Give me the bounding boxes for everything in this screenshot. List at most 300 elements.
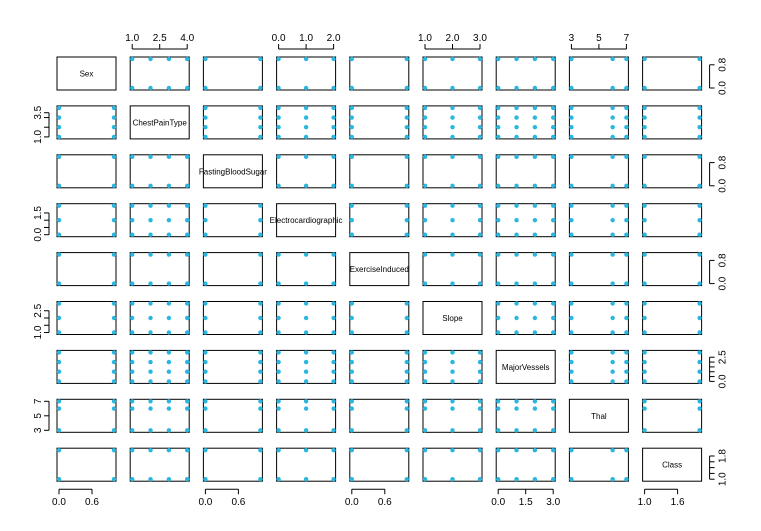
point-5-1 xyxy=(167,330,171,334)
point-5-6 xyxy=(514,301,518,305)
point-5-7 xyxy=(569,316,573,320)
point-1-3 xyxy=(304,125,308,129)
point-4-5 xyxy=(478,252,482,256)
point-5-1 xyxy=(167,316,171,320)
point-5-4 xyxy=(350,330,354,334)
point-4-7 xyxy=(569,252,573,256)
point-7-5 xyxy=(478,406,482,410)
point-5-2 xyxy=(258,316,262,320)
point-5-7 xyxy=(610,301,614,305)
point-0-3 xyxy=(304,86,308,90)
point-5-6 xyxy=(533,301,537,305)
bottom-tick-label-8-0: 1.0 xyxy=(637,497,652,509)
point-1-7 xyxy=(624,135,628,139)
point-8-2 xyxy=(258,448,262,452)
point-6-1 xyxy=(167,360,171,364)
panel-2-5 xyxy=(423,155,482,188)
point-5-6 xyxy=(496,301,500,305)
point-4-5 xyxy=(450,281,454,285)
point-7-1 xyxy=(148,428,152,432)
point-3-7 xyxy=(610,218,614,222)
point-1-2 xyxy=(203,115,207,119)
point-0-2 xyxy=(258,57,262,61)
point-5-1 xyxy=(130,301,134,305)
point-6-3 xyxy=(276,370,280,374)
panel-1-3 xyxy=(277,106,336,139)
point-7-5 xyxy=(450,406,454,410)
bottom-tick-label-6-0: 0.0 xyxy=(491,497,506,509)
point-5-8 xyxy=(642,301,646,305)
point-4-8 xyxy=(642,252,646,256)
top-tick-label-3-1: 1.0 xyxy=(299,33,314,44)
point-5-3 xyxy=(304,330,308,334)
point-2-1 xyxy=(130,184,134,188)
point-5-8 xyxy=(642,316,646,320)
point-5-6 xyxy=(551,301,555,305)
point-8-5 xyxy=(450,477,454,481)
point-3-4 xyxy=(350,233,354,237)
point-1-2 xyxy=(203,125,207,129)
point-7-6 xyxy=(514,399,518,403)
point-2-0 xyxy=(112,184,116,188)
point-7-6 xyxy=(496,428,500,432)
point-5-3 xyxy=(304,316,308,320)
panel-4-7 xyxy=(569,253,628,286)
point-3-7 xyxy=(610,204,614,208)
point-4-2 xyxy=(203,281,207,285)
point-5-3 xyxy=(276,330,280,334)
point-6-3 xyxy=(276,360,280,364)
point-6-3 xyxy=(304,379,308,383)
point-5-7 xyxy=(610,330,614,334)
point-3-6 xyxy=(514,218,518,222)
panel-1-6 xyxy=(496,106,555,139)
point-5-0 xyxy=(57,301,61,305)
point-3-5 xyxy=(478,218,482,222)
point-3-5 xyxy=(450,204,454,208)
point-1-8 xyxy=(697,115,701,119)
top-tick-label-7-2: 7 xyxy=(623,33,630,44)
point-3-4 xyxy=(405,218,409,222)
point-6-1 xyxy=(148,370,152,374)
panel-8-0 xyxy=(57,448,116,481)
point-2-6 xyxy=(496,155,500,159)
point-2-7 xyxy=(610,184,614,188)
point-6-0 xyxy=(112,360,116,364)
point-1-5 xyxy=(478,125,482,129)
point-8-5 xyxy=(423,477,427,481)
point-5-0 xyxy=(112,330,116,334)
point-3-7 xyxy=(624,218,628,222)
panel-2-4 xyxy=(350,155,409,188)
point-0-3 xyxy=(331,57,335,61)
bottom-tick-label-0-0: 0.0 xyxy=(52,497,66,509)
right-tick-label-2-1: 0.8 xyxy=(717,155,729,170)
point-1-7 xyxy=(569,106,573,110)
point-3-1 xyxy=(148,218,152,222)
point-7-8 xyxy=(642,428,646,432)
point-6-5 xyxy=(450,370,454,374)
point-8-2 xyxy=(203,448,207,452)
point-6-7 xyxy=(624,379,628,383)
point-6-4 xyxy=(405,379,409,383)
point-1-0 xyxy=(112,135,116,139)
point-0-6 xyxy=(551,57,555,61)
point-8-3 xyxy=(304,448,308,452)
panel-7-5 xyxy=(423,399,482,432)
point-0-2 xyxy=(203,86,207,90)
panel-6-3 xyxy=(277,350,336,383)
panel-1-2 xyxy=(203,106,262,139)
panel-8-5 xyxy=(423,448,482,481)
point-0-3 xyxy=(276,57,280,61)
panel-6-2 xyxy=(203,350,262,383)
point-3-7 xyxy=(569,204,573,208)
point-5-2 xyxy=(258,330,262,334)
point-6-1 xyxy=(130,360,134,364)
point-5-1 xyxy=(148,301,152,305)
point-0-1 xyxy=(167,86,171,90)
point-5-1 xyxy=(130,316,134,320)
point-1-2 xyxy=(203,106,207,110)
point-8-4 xyxy=(350,448,354,452)
point-3-7 xyxy=(624,233,628,237)
point-0-6 xyxy=(514,57,518,61)
point-7-5 xyxy=(423,399,427,403)
point-2-1 xyxy=(167,184,171,188)
point-6-5 xyxy=(450,379,454,383)
point-8-6 xyxy=(496,448,500,452)
point-3-5 xyxy=(478,204,482,208)
point-6-4 xyxy=(350,360,354,364)
panel-8-3 xyxy=(277,448,336,481)
point-2-7 xyxy=(624,155,628,159)
point-7-0 xyxy=(57,399,61,403)
point-5-4 xyxy=(405,330,409,334)
point-6-1 xyxy=(167,350,171,354)
point-3-0 xyxy=(112,218,116,222)
point-6-2 xyxy=(258,350,262,354)
point-5-6 xyxy=(496,330,500,334)
point-1-6 xyxy=(551,135,555,139)
point-0-5 xyxy=(423,57,427,61)
point-3-8 xyxy=(697,204,701,208)
point-4-2 xyxy=(203,252,207,256)
point-1-7 xyxy=(624,106,628,110)
point-5-1 xyxy=(185,301,189,305)
point-4-0 xyxy=(112,252,116,256)
top-tick-label-1-1: 2.5 xyxy=(152,33,167,44)
point-1-4 xyxy=(350,115,354,119)
point-0-3 xyxy=(276,86,280,90)
panel-2-6 xyxy=(496,155,555,188)
point-3-6 xyxy=(551,204,555,208)
panel-2-8 xyxy=(643,155,702,188)
point-3-2 xyxy=(203,218,207,222)
point-4-6 xyxy=(496,252,500,256)
panel-6-7 xyxy=(569,350,628,383)
point-4-0 xyxy=(112,281,116,285)
left-tick-label-5-3: 2.5 xyxy=(33,303,44,318)
point-4-5 xyxy=(423,281,427,285)
point-6-1 xyxy=(185,379,189,383)
point-8-1 xyxy=(130,477,134,481)
point-5-1 xyxy=(185,330,189,334)
panel-8-2 xyxy=(203,448,262,481)
panel-3-6 xyxy=(496,204,555,237)
point-6-8 xyxy=(642,350,646,354)
point-0-6 xyxy=(496,86,500,90)
point-7-0 xyxy=(112,406,116,410)
point-7-2 xyxy=(203,399,207,403)
point-8-1 xyxy=(185,448,189,452)
point-6-7 xyxy=(569,370,573,374)
point-1-6 xyxy=(496,135,500,139)
point-7-3 xyxy=(331,428,335,432)
panel-4-0 xyxy=(57,253,116,286)
point-1-6 xyxy=(551,125,555,129)
point-5-7 xyxy=(624,316,628,320)
point-6-0 xyxy=(57,350,61,354)
point-6-2 xyxy=(203,370,207,374)
point-1-3 xyxy=(331,125,335,129)
point-4-2 xyxy=(258,252,262,256)
point-5-0 xyxy=(57,316,61,320)
point-4-0 xyxy=(57,281,61,285)
point-6-0 xyxy=(112,379,116,383)
panel-3-4 xyxy=(350,204,409,237)
point-3-6 xyxy=(514,233,518,237)
point-3-0 xyxy=(112,233,116,237)
point-6-4 xyxy=(405,350,409,354)
point-4-6 xyxy=(533,281,537,285)
point-5-2 xyxy=(258,301,262,305)
point-1-3 xyxy=(304,106,308,110)
point-7-1 xyxy=(167,406,171,410)
point-7-4 xyxy=(350,406,354,410)
point-3-5 xyxy=(450,218,454,222)
point-6-3 xyxy=(276,350,280,354)
bottom-tick-label-0-1: 0.6 xyxy=(85,497,99,509)
point-6-1 xyxy=(185,370,189,374)
point-0-3 xyxy=(331,86,335,90)
point-3-1 xyxy=(148,204,152,208)
point-6-8 xyxy=(642,370,646,374)
point-0-7 xyxy=(569,86,573,90)
point-7-3 xyxy=(276,428,280,432)
point-0-7 xyxy=(624,57,628,61)
point-6-1 xyxy=(185,350,189,354)
point-1-5 xyxy=(423,125,427,129)
point-5-6 xyxy=(533,316,537,320)
point-2-3 xyxy=(304,155,308,159)
point-6-8 xyxy=(697,350,701,354)
point-6-0 xyxy=(57,379,61,383)
point-6-7 xyxy=(624,370,628,374)
point-1-8 xyxy=(697,106,701,110)
point-0-6 xyxy=(551,86,555,90)
point-7-0 xyxy=(57,406,61,410)
panel-7-6 xyxy=(496,399,555,432)
panel-2-0 xyxy=(57,155,116,188)
point-8-4 xyxy=(405,448,409,452)
point-6-8 xyxy=(697,360,701,364)
bottom-tick-label-6-2: 3.0 xyxy=(546,497,561,509)
point-2-5 xyxy=(478,184,482,188)
point-1-0 xyxy=(112,115,116,119)
point-0-7 xyxy=(610,86,614,90)
point-7-5 xyxy=(450,399,454,403)
point-2-6 xyxy=(514,155,518,159)
point-7-1 xyxy=(167,428,171,432)
point-2-5 xyxy=(423,184,427,188)
panel-4-3 xyxy=(277,253,336,286)
point-1-2 xyxy=(203,135,207,139)
point-7-5 xyxy=(423,428,427,432)
point-1-3 xyxy=(304,135,308,139)
right-tick-label-6-0: 0.0 xyxy=(717,374,729,389)
point-7-3 xyxy=(304,428,308,432)
point-7-3 xyxy=(331,399,335,403)
point-1-4 xyxy=(405,115,409,119)
panel-0-5 xyxy=(423,57,482,90)
left-tick-label-1-0: 1.0 xyxy=(33,129,44,144)
point-1-5 xyxy=(423,106,427,110)
point-3-1 xyxy=(185,204,189,208)
point-1-6 xyxy=(496,106,500,110)
point-7-1 xyxy=(167,399,171,403)
right-tick-label-4-0: 0.0 xyxy=(717,276,729,291)
point-7-6 xyxy=(496,406,500,410)
point-7-8 xyxy=(642,399,646,403)
point-2-6 xyxy=(496,184,500,188)
point-6-2 xyxy=(203,360,207,364)
panel-2-3 xyxy=(277,155,336,188)
point-4-3 xyxy=(331,252,335,256)
panel-5-7 xyxy=(569,302,628,335)
point-0-6 xyxy=(496,57,500,61)
point-3-0 xyxy=(112,204,116,208)
point-2-6 xyxy=(551,155,555,159)
point-1-0 xyxy=(57,125,61,129)
point-3-2 xyxy=(258,218,262,222)
point-6-1 xyxy=(130,350,134,354)
point-6-4 xyxy=(405,370,409,374)
panel-1-8 xyxy=(643,106,702,139)
point-3-7 xyxy=(610,233,614,237)
point-2-3 xyxy=(276,184,280,188)
point-8-6 xyxy=(551,448,555,452)
point-7-3 xyxy=(304,406,308,410)
point-1-6 xyxy=(533,135,537,139)
point-0-8 xyxy=(642,86,646,90)
point-0-7 xyxy=(569,57,573,61)
point-8-7 xyxy=(610,477,614,481)
left-tick-label-3-3: 1.5 xyxy=(33,205,44,220)
point-4-3 xyxy=(276,281,280,285)
point-2-1 xyxy=(148,184,152,188)
point-4-6 xyxy=(533,252,537,256)
point-2-0 xyxy=(57,184,61,188)
point-6-3 xyxy=(331,370,335,374)
point-1-2 xyxy=(258,115,262,119)
point-0-6 xyxy=(514,86,518,90)
point-0-2 xyxy=(258,86,262,90)
point-6-5 xyxy=(478,379,482,383)
point-7-3 xyxy=(276,406,280,410)
panel-0-3 xyxy=(277,57,336,90)
point-1-8 xyxy=(642,106,646,110)
panel-6-5 xyxy=(423,350,482,383)
point-8-3 xyxy=(276,448,280,452)
point-0-4 xyxy=(350,86,354,90)
panel-2-7 xyxy=(569,155,628,188)
point-1-6 xyxy=(496,125,500,129)
point-8-4 xyxy=(350,477,354,481)
point-8-3 xyxy=(276,477,280,481)
panel-7-4 xyxy=(350,399,409,432)
point-2-6 xyxy=(551,184,555,188)
panel-1-0 xyxy=(57,106,116,139)
point-2-0 xyxy=(57,155,61,159)
point-6-0 xyxy=(57,360,61,364)
point-0-5 xyxy=(450,86,454,90)
right-tick-label-4-1: 0.8 xyxy=(717,253,729,268)
point-0-1 xyxy=(185,57,189,61)
point-8-1 xyxy=(148,477,152,481)
point-0-1 xyxy=(148,86,152,90)
point-4-1 xyxy=(148,281,152,285)
point-6-2 xyxy=(258,360,262,364)
point-5-6 xyxy=(551,316,555,320)
right-tick-label-0-1: 0.8 xyxy=(717,57,729,72)
point-5-3 xyxy=(304,301,308,305)
point-2-6 xyxy=(514,184,518,188)
point-3-4 xyxy=(405,204,409,208)
point-7-6 xyxy=(551,428,555,432)
point-3-8 xyxy=(697,233,701,237)
point-2-1 xyxy=(185,184,189,188)
point-2-6 xyxy=(533,155,537,159)
point-8-0 xyxy=(57,477,61,481)
point-6-5 xyxy=(478,350,482,354)
point-2-3 xyxy=(331,184,335,188)
point-1-5 xyxy=(478,115,482,119)
point-8-0 xyxy=(57,448,61,452)
point-8-0 xyxy=(112,448,116,452)
point-3-8 xyxy=(642,233,646,237)
point-5-2 xyxy=(203,301,207,305)
point-2-3 xyxy=(304,184,308,188)
point-3-7 xyxy=(569,233,573,237)
point-7-3 xyxy=(331,406,335,410)
point-1-3 xyxy=(331,115,335,119)
point-1-7 xyxy=(610,125,614,129)
point-2-3 xyxy=(331,155,335,159)
left-tick-label-3-0: 0.0 xyxy=(33,227,44,242)
point-6-4 xyxy=(405,360,409,364)
point-3-6 xyxy=(551,233,555,237)
point-2-8 xyxy=(697,184,701,188)
point-8-5 xyxy=(478,448,482,452)
point-8-5 xyxy=(478,477,482,481)
point-6-5 xyxy=(423,350,427,354)
point-3-6 xyxy=(496,204,500,208)
panel-8-6 xyxy=(496,448,555,481)
point-5-0 xyxy=(112,301,116,305)
point-4-7 xyxy=(610,281,614,285)
point-1-8 xyxy=(697,135,701,139)
